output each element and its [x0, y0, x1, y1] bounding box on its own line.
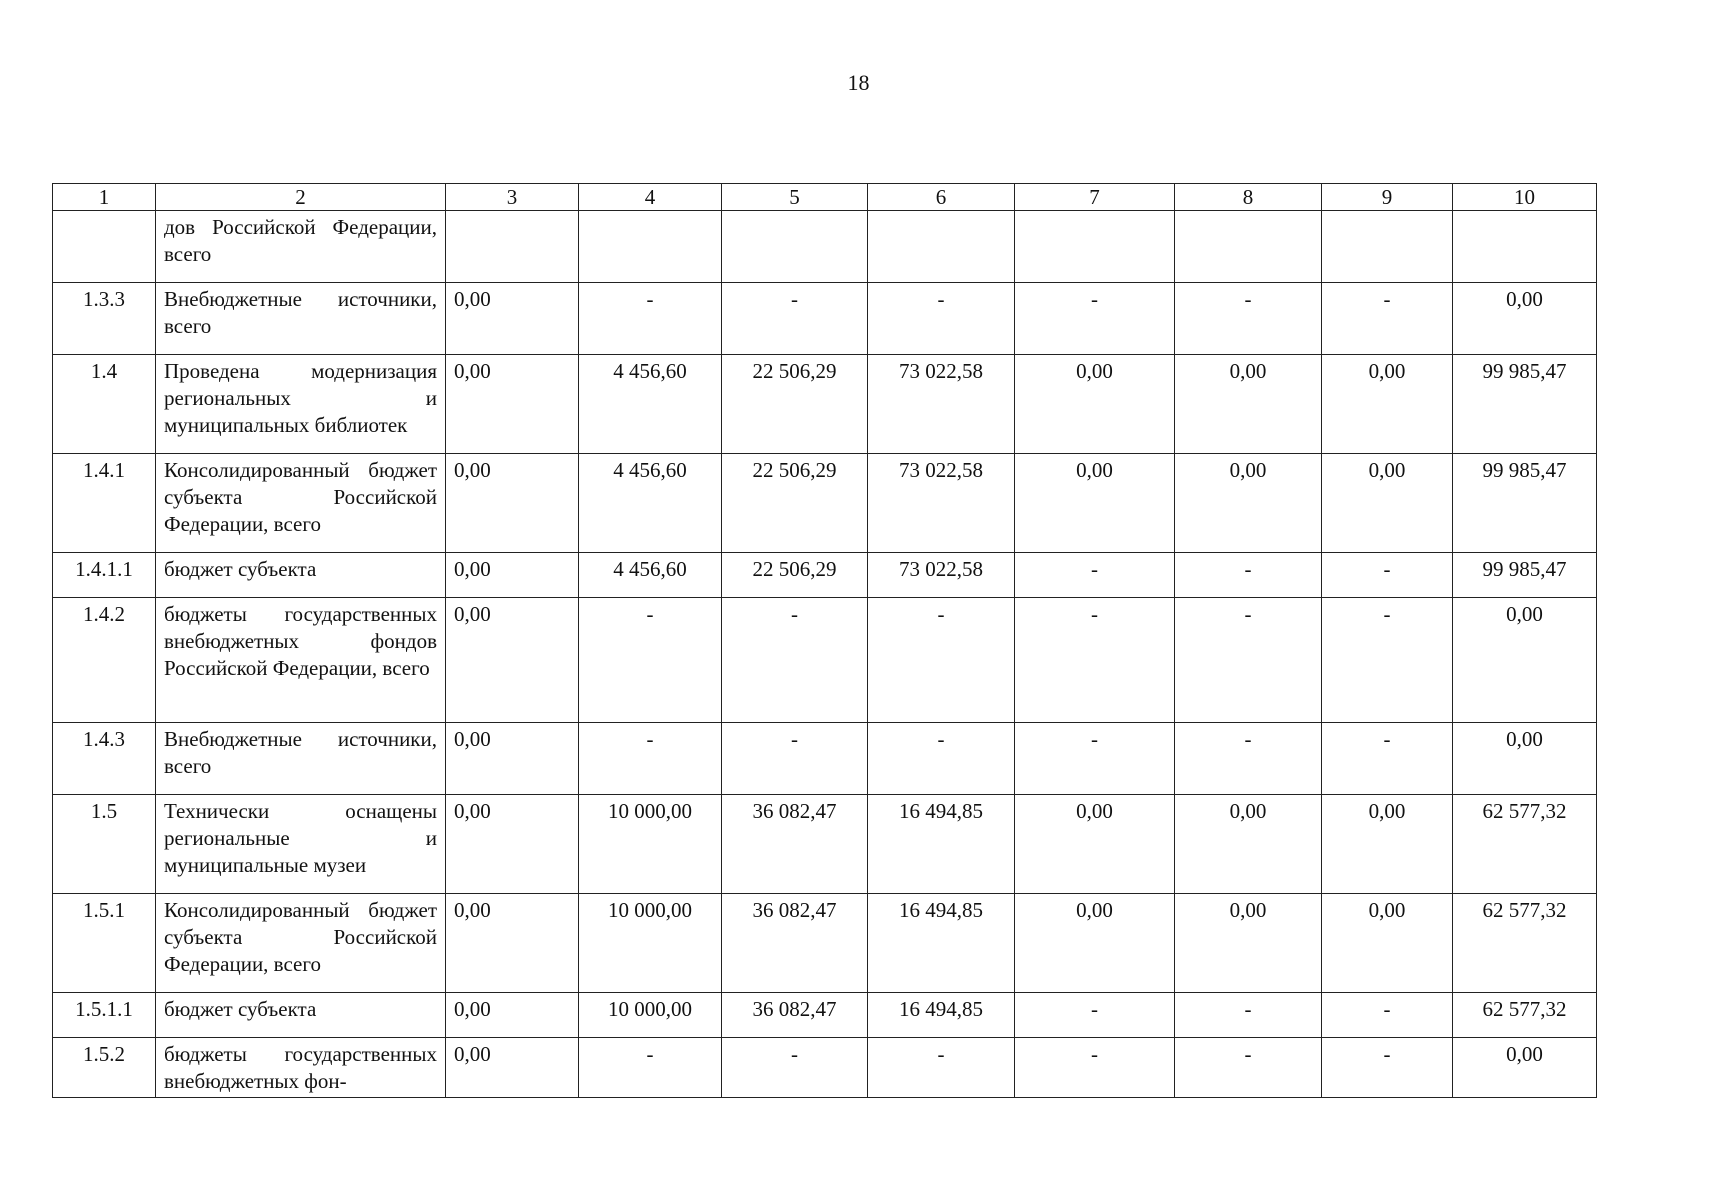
- table-row: [53, 211, 1597, 283]
- row-value-cell: 0,00: [446, 723, 579, 795]
- row-name-cell: Внебюджетные источники, всего: [156, 723, 446, 795]
- row-value-cell: 0,00: [1322, 795, 1453, 894]
- row-value-cell: -: [1322, 1038, 1453, 1098]
- row-value-cell: 16 494,85: [868, 993, 1015, 1038]
- row-value-cell: 0,00: [446, 355, 579, 454]
- column-header: 7: [1015, 184, 1175, 211]
- row-value-cell: -: [1175, 723, 1322, 795]
- row-value-cell: 62 577,32: [1453, 894, 1597, 993]
- table-row: [53, 1038, 1597, 1098]
- row-value-cell: -: [579, 1038, 722, 1098]
- row-code-cell: 1.4.2: [53, 598, 156, 723]
- table-row: [53, 454, 1597, 553]
- table-body: [53, 211, 1597, 1098]
- column-header: 5: [722, 184, 868, 211]
- row-value-cell: -: [1175, 283, 1322, 355]
- row-value-cell: 0,00: [1322, 454, 1453, 553]
- row-value-cell: [1453, 211, 1597, 283]
- row-value-cell: 0,00: [1175, 894, 1322, 993]
- row-value-cell: 22 506,29: [722, 454, 868, 553]
- row-value-cell: 73 022,58: [868, 553, 1015, 598]
- row-value-cell: 73 022,58: [868, 454, 1015, 553]
- table-row: [53, 723, 1597, 795]
- row-value-cell: 0,00: [1175, 795, 1322, 894]
- row-value-cell: 0,00: [1322, 894, 1453, 993]
- row-value-cell: -: [579, 723, 722, 795]
- row-value-cell: 22 506,29: [722, 355, 868, 454]
- row-value-cell: 0,00: [1015, 454, 1175, 553]
- row-code-cell: 1.4.1.1: [53, 553, 156, 598]
- row-value-cell: 0,00: [1322, 355, 1453, 454]
- column-header: 3: [446, 184, 579, 211]
- row-name-cell: бюджет субъекта: [156, 553, 446, 598]
- row-value-cell: 10 000,00: [579, 894, 722, 993]
- row-code-cell: [53, 211, 156, 283]
- row-code-cell: 1.4.1: [53, 454, 156, 553]
- row-value-cell: [1175, 211, 1322, 283]
- column-header: 4: [579, 184, 722, 211]
- row-code-cell: 1.5.2: [53, 1038, 156, 1098]
- row-value-cell: 0,00: [446, 795, 579, 894]
- row-value-cell: 0,00: [446, 283, 579, 355]
- row-value-cell: 99 985,47: [1453, 454, 1597, 553]
- row-value-cell: -: [1175, 553, 1322, 598]
- row-value-cell: 62 577,32: [1453, 795, 1597, 894]
- row-value-cell: 0,00: [1175, 454, 1322, 553]
- row-value-cell: 0,00: [446, 894, 579, 993]
- row-name-cell: Внебюджетные источники, всего: [156, 283, 446, 355]
- row-value-cell: [579, 211, 722, 283]
- row-name-cell: бюджет субъекта: [156, 993, 446, 1038]
- row-value-cell: 0,00: [1453, 598, 1597, 723]
- row-value-cell: -: [1322, 553, 1453, 598]
- row-value-cell: 36 082,47: [722, 795, 868, 894]
- row-value-cell: 0,00: [446, 993, 579, 1038]
- row-value-cell: -: [722, 283, 868, 355]
- row-value-cell: 22 506,29: [722, 553, 868, 598]
- row-value-cell: 99 985,47: [1453, 553, 1597, 598]
- row-value-cell: -: [1175, 993, 1322, 1038]
- row-code-cell: 1.3.3: [53, 283, 156, 355]
- table-row: [53, 283, 1597, 355]
- row-value-cell: [722, 211, 868, 283]
- row-value-cell: -: [1015, 283, 1175, 355]
- row-value-cell: -: [1322, 283, 1453, 355]
- row-value-cell: 0,00: [446, 598, 579, 723]
- row-value-cell: 36 082,47: [722, 993, 868, 1038]
- column-header: 9: [1322, 184, 1453, 211]
- row-value-cell: 16 494,85: [868, 795, 1015, 894]
- row-value-cell: 36 082,47: [722, 894, 868, 993]
- row-value-cell: -: [722, 598, 868, 723]
- row-value-cell: [1015, 211, 1175, 283]
- table-row: [53, 894, 1597, 993]
- row-value-cell: 0,00: [1015, 894, 1175, 993]
- row-name-cell: Технически оснащены региональные и муниципальные музеи: [156, 795, 446, 894]
- row-code-cell: 1.5: [53, 795, 156, 894]
- row-value-cell: -: [1175, 1038, 1322, 1098]
- row-value-cell: [1322, 211, 1453, 283]
- row-value-cell: 0,00: [446, 553, 579, 598]
- row-value-cell: -: [868, 723, 1015, 795]
- row-value-cell: -: [1015, 553, 1175, 598]
- row-value-cell: 10 000,00: [579, 993, 722, 1038]
- row-value-cell: -: [579, 598, 722, 723]
- row-value-cell: -: [1015, 723, 1175, 795]
- page-number: 18: [847, 70, 870, 95]
- row-value-cell: [446, 211, 579, 283]
- row-value-cell: -: [579, 283, 722, 355]
- row-value-cell: -: [1322, 993, 1453, 1038]
- row-value-cell: -: [1015, 993, 1175, 1038]
- row-value-cell: -: [1322, 723, 1453, 795]
- table-row: [53, 355, 1597, 454]
- row-value-cell: -: [722, 1038, 868, 1098]
- budget-table: [52, 183, 1597, 1098]
- row-name-cell: дов Российской Федерации, всего: [156, 211, 446, 283]
- row-value-cell: 99 985,47: [1453, 355, 1597, 454]
- row-value-cell: 62 577,32: [1453, 993, 1597, 1038]
- row-name-cell: бюджеты государственных внебюджетных фон-: [156, 1038, 446, 1098]
- column-header: 8: [1175, 184, 1322, 211]
- row-value-cell: [868, 211, 1015, 283]
- row-code-cell: 1.4: [53, 355, 156, 454]
- row-value-cell: -: [1175, 598, 1322, 723]
- row-value-cell: -: [868, 1038, 1015, 1098]
- row-value-cell: 0,00: [446, 1038, 579, 1098]
- row-value-cell: 0,00: [1175, 355, 1322, 454]
- row-value-cell: 4 456,60: [579, 553, 722, 598]
- column-header: 10: [1453, 184, 1597, 211]
- row-value-cell: -: [1015, 1038, 1175, 1098]
- table-row: [53, 598, 1597, 723]
- row-code-cell: 1.5.1: [53, 894, 156, 993]
- row-value-cell: -: [868, 283, 1015, 355]
- column-header: 6: [868, 184, 1015, 211]
- row-value-cell: 0,00: [1453, 1038, 1597, 1098]
- column-number-row: [53, 184, 1597, 211]
- row-value-cell: 10 000,00: [579, 795, 722, 894]
- row-value-cell: 0,00: [1453, 283, 1597, 355]
- row-value-cell: 4 456,60: [579, 454, 722, 553]
- row-name-cell: Консолидированный бюджет субъекта Российской Федерации, всего: [156, 894, 446, 993]
- row-value-cell: -: [1322, 598, 1453, 723]
- row-code-cell: 1.5.1.1: [53, 993, 156, 1038]
- row-value-cell: -: [868, 598, 1015, 723]
- column-header: 2: [156, 184, 446, 211]
- row-name-cell: бюджеты государственных внебюджетных фондов Российской Федерации, всего: [156, 598, 446, 723]
- row-value-cell: 4 456,60: [579, 355, 722, 454]
- row-value-cell: 0,00: [1015, 355, 1175, 454]
- row-value-cell: 16 494,85: [868, 894, 1015, 993]
- row-code-cell: 1.4.3: [53, 723, 156, 795]
- table-row: [53, 553, 1597, 598]
- row-value-cell: 73 022,58: [868, 355, 1015, 454]
- table-row: [53, 795, 1597, 894]
- row-value-cell: -: [1015, 598, 1175, 723]
- row-value-cell: 0,00: [446, 454, 579, 553]
- column-header: 1: [53, 184, 156, 211]
- row-value-cell: 0,00: [1453, 723, 1597, 795]
- row-name-cell: Консолидированный бюджет субъекта Российской Федерации, всего: [156, 454, 446, 553]
- row-value-cell: 0,00: [1015, 795, 1175, 894]
- row-name-cell: Проведена модернизация региональных и муниципальных библиотек: [156, 355, 446, 454]
- table-row: [53, 993, 1597, 1038]
- row-value-cell: -: [722, 723, 868, 795]
